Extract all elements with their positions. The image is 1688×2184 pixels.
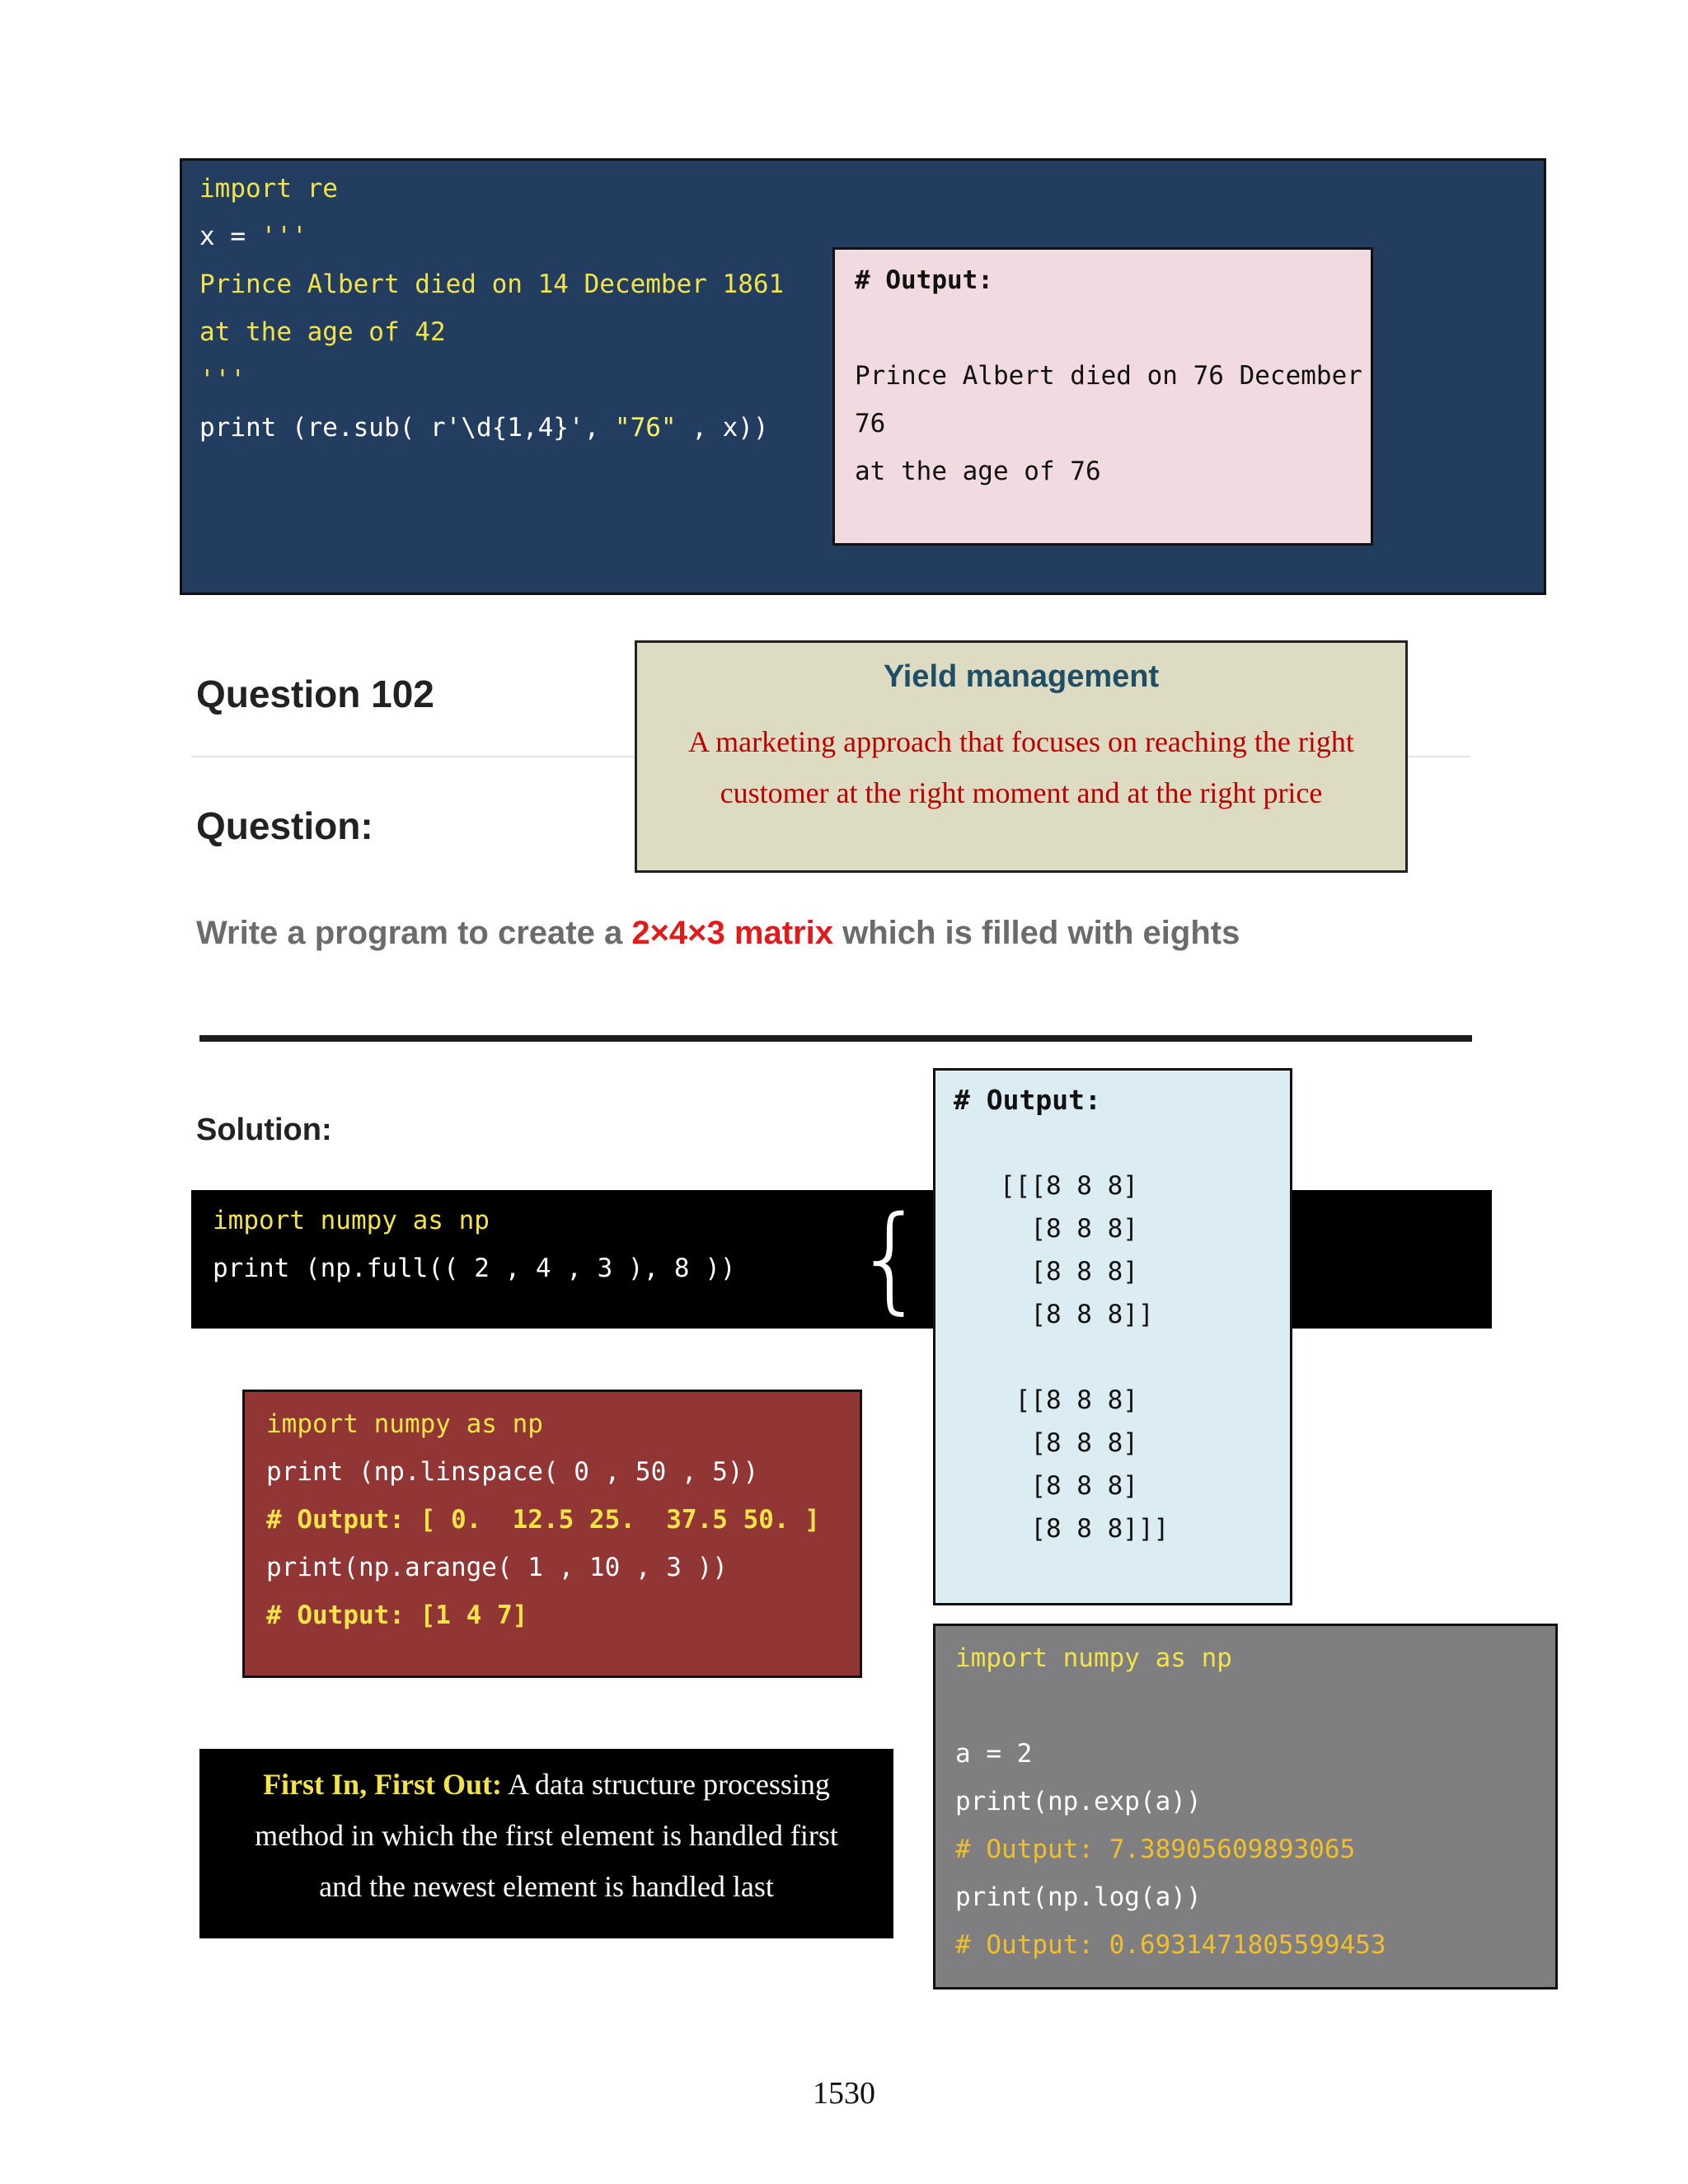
question-text-before: Write a program to create a	[196, 915, 632, 951]
output-header: # Output:	[855, 265, 993, 295]
regex-code	[199, 165, 784, 452]
question-text-after: which is filled with eights	[832, 915, 1240, 951]
question-text-highlight: 2×4×3 matrix	[631, 915, 833, 951]
yield-management-box	[635, 640, 1408, 873]
solution-output-box	[933, 1068, 1292, 1605]
section-divider	[199, 1035, 1472, 1042]
page-number: 1530	[813, 2076, 875, 2111]
yield-desc-line: customer at the right moment and at the right price	[720, 776, 1323, 809]
code-quote-open: '''	[260, 222, 307, 251]
question-heading: Question:	[196, 804, 373, 847]
output-line: [8 8 8]	[954, 1428, 1138, 1458]
code-line: print(np.log(a))	[955, 1882, 1202, 1912]
output-line: [[[8 8 8]	[954, 1171, 1138, 1201]
brace-icon: {	[854, 1192, 928, 1326]
question-text	[196, 915, 1240, 952]
output-line: [8 8 8]]]	[954, 1514, 1170, 1544]
exp-log-code-block	[933, 1624, 1558, 1990]
output-line: [8 8 8]]	[954, 1300, 1154, 1329]
fifo-desc: A data structure processing	[502, 1768, 830, 1801]
code-line: import numpy as np	[955, 1643, 1232, 1673]
code-line: import numpy as np	[266, 1409, 543, 1439]
code-keyword: import	[213, 1206, 305, 1235]
yield-title: Yield management	[883, 659, 1160, 694]
code-module: re	[291, 174, 338, 204]
code-line: print(np.exp(a))	[955, 1787, 1202, 1816]
output-line	[954, 1336, 1290, 1379]
code-print-post: , x))	[676, 413, 769, 443]
code-text-line2: at the age of 42	[199, 317, 446, 347]
code-output-line: # Output: [1 4 7]	[266, 1601, 528, 1630]
fifo-term: First In, First Out:	[263, 1768, 503, 1801]
output-line: [8 8 8]	[954, 1471, 1138, 1501]
code-line: a = 2	[955, 1739, 1033, 1769]
code-output-line: # Output: 0.6931471805599453	[955, 1930, 1386, 1960]
yield-desc-line: A marketing approach that focuses on reaching the right	[688, 725, 1354, 758]
solution-code	[213, 1197, 736, 1292]
code-line: print(np.arange( 1 , 10 , 3 ))	[266, 1553, 728, 1582]
fifo-desc-line: method in which the first element is handled first	[255, 1819, 838, 1852]
code-output-line: # Output: [ 0. 12.5 25. 37.5 50. ]	[266, 1505, 820, 1535]
question-number: Question 102	[196, 673, 434, 715]
output-header: # Output:	[954, 1084, 1101, 1116]
output-line: [[8 8 8]	[954, 1385, 1138, 1415]
code-text-line1: Prince Albert died on 14 December 1861	[199, 269, 785, 299]
code-line: print (np.full(( 2 , 4 , 3 ), 8 ))	[213, 1254, 736, 1283]
code-output-line: # Output: 7.38905609893065	[955, 1835, 1356, 1864]
yield-description	[637, 716, 1405, 818]
code-quote-close: '''	[199, 365, 246, 395]
output-line: [8 8 8]	[954, 1214, 1138, 1244]
output-line: [8 8 8]	[954, 1257, 1138, 1286]
fifo-definition-box	[199, 1749, 893, 1938]
output-line: Prince Albert died on 76 December	[855, 361, 1362, 391]
solution-heading: Solution:	[196, 1113, 332, 1147]
code-print-pre: print (re.sub( r'\d{1,4}',	[199, 413, 615, 443]
code-keyword: import	[199, 174, 292, 204]
code-line: print (np.linspace( 0 , 50 , 5))	[266, 1457, 759, 1487]
code-line	[955, 1682, 1555, 1730]
regex-output-box	[832, 247, 1373, 546]
code-assign: x =	[199, 222, 261, 251]
output-line: 76	[855, 409, 886, 438]
code-print-string: "76"	[614, 413, 677, 443]
linspace-code-block	[242, 1390, 862, 1678]
output-line: at the age of 76	[855, 457, 1101, 486]
fifo-desc-line: and the newest element is handled last	[319, 1870, 774, 1903]
code-import-rest: numpy as np	[304, 1206, 490, 1235]
